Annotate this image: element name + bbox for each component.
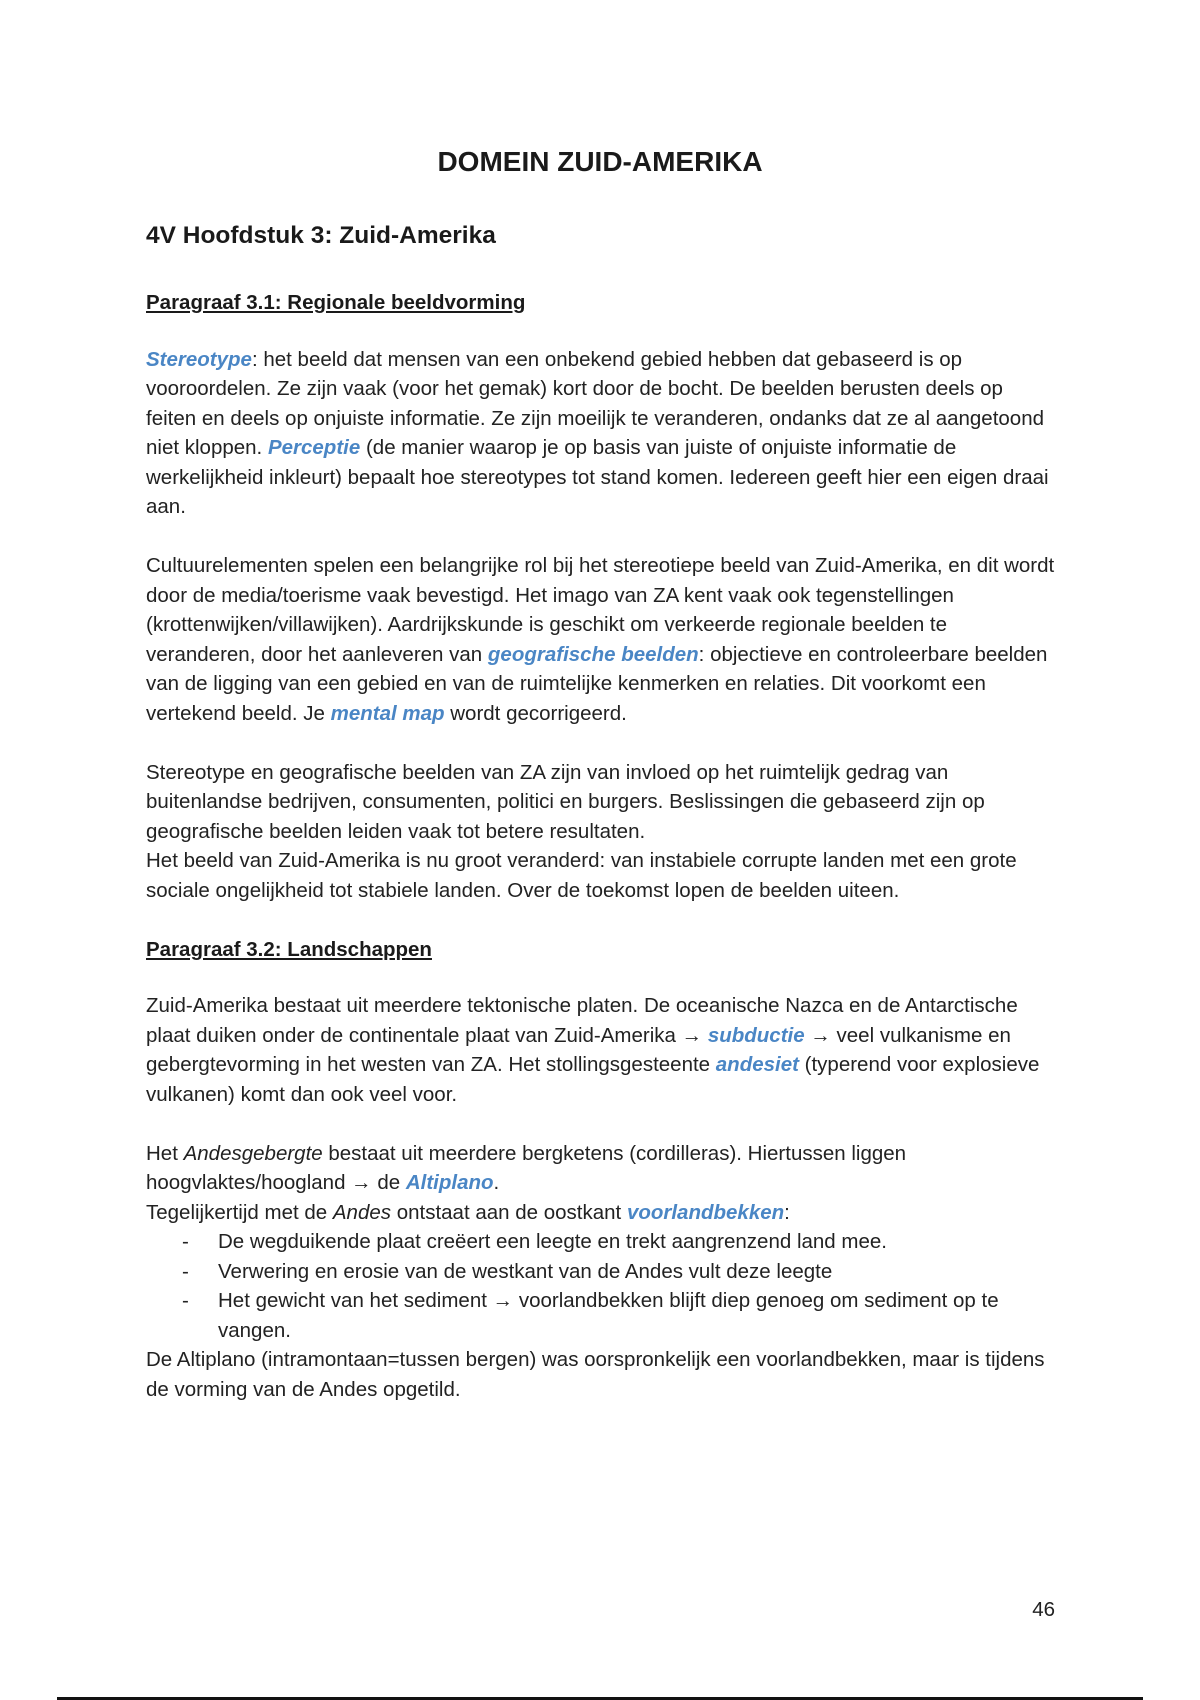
paragraph-text: : het beeld dat mensen van een onbekend gebied hebben dat gebaseerd is op vooroordelen. Ze zijn vaak (voor het gemak) kort door de bocht. De beelden berusten deels op feiten en deels op onjuiste informatie. Ze zijn moeilijk te veranderen, ondanks dat ze al aangetoond niet kloppen. <box>146 347 1045 459</box>
page-number: 46 <box>1032 1598 1055 1621</box>
list-item: - Het gewicht van het sediment → voorlandbekken blijft diep genoeg om sediment op te vangen. <box>218 1286 1056 1345</box>
paragraph-stereotype <box>146 345 1056 522</box>
paragraph-text: Cultuurelementen spelen een belangrijke rol bij het stereotiepe beeld van Zuid-Amerika, en dit wordt door de media/toerisme vaak bevestigd. Het imago van ZA kent vaak ook tegenstellingen (krottenwijken/villawijken). Aardrijkskunde is geschikt om verkeerde regionale beelden te veranderen, door het aanleveren van <box>146 554 1055 666</box>
paragraph-text: (typerend voor explosieve vulkanen) komt dan ook veel voor. <box>146 1053 1040 1106</box>
term-mental-map: mental map <box>330 701 445 725</box>
paragraph-text: (de manier waarop je op basis van juiste of onjuiste informatie de werkelijkheid inkleurt) bepaalt hoe stereotypes tot stand komen. Iedereen geeft hier een eigen draai aan. <box>146 436 1049 518</box>
section-heading-3-2: Paragraaf 3.2: Landschappen <box>146 937 432 961</box>
term-perceptie: Perceptie <box>267 436 361 459</box>
paragraph-ruimtelijk-gedrag: Stereotype en geografische beelden van ZA zijn van invloed op het ruimtelijk gedrag van buitenlandse bedrijven, consumenten, politici en burgers. Beslissingen die gebaseerd zijn op geografische beelden leiden vaak tot betere resultaten. <box>146 760 985 843</box>
paragraph-text: wordt gecorrigeerd. <box>444 701 627 725</box>
term-geografische-beelden: geografische beelden <box>487 642 699 666</box>
chapter-title: 4V Hoofdstuk 3: Zuid-Amerika <box>146 222 496 249</box>
paragraph-text: Zuid-Amerika bestaat uit meerdere tektonische platen. De oceanische Nazca en de Antarctische plaat duiken onder de continentale plaat van Zuid-Amerika → <box>146 994 1018 1047</box>
term-voorlandbekken: voorlandbekken <box>626 1200 785 1224</box>
paragraph-text: : <box>784 1200 790 1224</box>
paragraph-text: Het <box>146 1141 184 1165</box>
paragraph-beeld-veranderd: Het beeld van Zuid-Amerika is nu groot veranderd: van instabiele corrupte landen met een grote sociale ongelijkheid tot stabiele landen. Over de toekomst lopen de beelden uiteen. <box>146 849 1017 902</box>
paragraph-text: : objectieve en controleerbare beelden van de ligging van een gebied en van de ruimtelijke kenmerken en relaties. Dit voorkomt een vertekend beeld. Je <box>146 642 1048 725</box>
paragraph-text: ontstaat aan de oostkant <box>391 1200 627 1224</box>
document-body <box>146 220 1056 1404</box>
term-andesiet: andesiet <box>715 1053 799 1076</box>
italic-andesgebergte: Andesgebergte <box>183 1141 323 1165</box>
page-title: DOMEIN ZUID-AMERIKA <box>437 146 763 177</box>
paragraph-tektonische-platen <box>146 991 1056 1109</box>
paragraph-text: . <box>493 1171 500 1194</box>
italic-andes: Andes <box>332 1200 392 1224</box>
term-altiplano: Altiplano <box>405 1171 494 1194</box>
term-stereotype: Stereotype <box>146 347 252 371</box>
paragraph-text: Tegelijkertijd met de <box>146 1200 333 1224</box>
paragraph-voorlandbekken <box>146 1198 1056 1228</box>
paragraph-andesgebergte <box>146 1139 1056 1198</box>
voorlandbekken-list <box>146 1227 1056 1345</box>
list-item: - De wegduikende plaat creëert een leegte en trekt aangrenzend land mee. <box>218 1227 1056 1257</box>
term-subductie: subductie <box>707 1023 805 1047</box>
paragraph-text: bestaat uit meerdere bergketens (cordilleras). Hiertussen liggen hoogvlaktes/hoogland → de <box>146 1141 907 1194</box>
section-heading-3-1: Paragraaf 3.1: Regionale beeldvorming <box>146 291 526 314</box>
list-item: - Verwering en erosie van de westkant van de Andes vult deze leegte <box>218 1257 1056 1287</box>
paragraph-altiplano-opgetild: De Altiplano (intramontaan=tussen bergen) was oorspronkelijk een voorlandbekken, maar is tijdens de vorming van de Andes opgetild. <box>146 1348 1045 1401</box>
paragraph-cultuurelementen <box>146 551 1056 728</box>
paragraph-text: → veel vulkanisme en gebergtevorming in het westen van ZA. Het stollingsgesteente <box>146 1023 1011 1076</box>
